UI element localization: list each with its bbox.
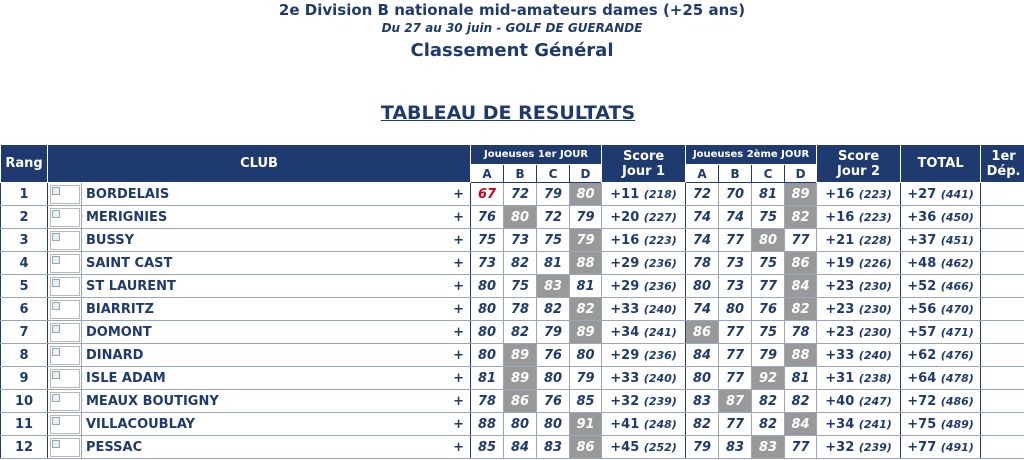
score-j1-cell: 83: [537, 436, 570, 459]
col-rang: Rang: [1, 145, 48, 183]
col-j2-d: D: [785, 165, 817, 183]
score-j2-cell: 75: [752, 252, 785, 275]
score-j1-cell: 88: [471, 413, 504, 436]
table-row: [1, 252, 1024, 275]
expand-button[interactable]: +: [388, 229, 471, 252]
depart-cell: [981, 321, 1024, 344]
club-logo-icon: [50, 300, 80, 319]
score-jour2: +31 (238): [817, 367, 901, 390]
table-row: [1, 206, 1024, 229]
table-row: [1, 275, 1024, 298]
total-score: +36 (450): [901, 206, 981, 229]
score-j2-cell: 80: [752, 229, 785, 252]
score-j2-cell: 74: [686, 229, 719, 252]
rank-cell: 11: [1, 413, 48, 436]
depart-cell: [981, 275, 1024, 298]
col-j1-a: A: [471, 165, 504, 183]
score-j1-cell: 79: [537, 321, 570, 344]
score-j2-cell: 82: [752, 390, 785, 413]
score-j2-cell: 80: [686, 367, 719, 390]
depart-cell: [981, 252, 1024, 275]
club-logo-icon: [50, 346, 80, 365]
score-jour2: +23 (230): [817, 321, 901, 344]
expand-button[interactable]: +: [388, 298, 471, 321]
col-joueuses-jour1: Joueuses 1er JOUR: [471, 145, 602, 165]
score-jour2: +23 (230): [817, 298, 901, 321]
score-jour1: +29 (236): [602, 252, 686, 275]
total-score: +62 (476): [901, 344, 981, 367]
rank-cell: 7: [1, 321, 48, 344]
club-logo-icon: [50, 415, 80, 434]
rank-cell: 3: [1, 229, 48, 252]
score-j2-cell: 82: [752, 413, 785, 436]
score-jour2: +16 (223): [817, 183, 901, 206]
score-j2-cell: 77: [719, 229, 752, 252]
total-score: +37 (451): [901, 229, 981, 252]
expand-button[interactable]: +: [388, 275, 471, 298]
total-score: +56 (470): [901, 298, 981, 321]
score-j1-cell: 80: [537, 413, 570, 436]
total-score: +72 (486): [901, 390, 981, 413]
score-j1-cell: 79: [537, 183, 570, 206]
club-logo-icon: [50, 277, 80, 296]
score-j1-cell: 91: [570, 413, 602, 436]
score-jour1: +34 (241): [602, 321, 686, 344]
club-name: ST LAURENT: [82, 275, 388, 298]
depart-cell: [981, 367, 1024, 390]
score-jour1: +41 (248): [602, 413, 686, 436]
score-j2-cell: 78: [785, 321, 817, 344]
score-jour2: +19 (226): [817, 252, 901, 275]
col-depart: 1er Dép.: [981, 145, 1024, 183]
col-j1-d: D: [570, 165, 602, 183]
expand-button[interactable]: +: [388, 344, 471, 367]
score-jour1: +20 (227): [602, 206, 686, 229]
score-j2-cell: 78: [686, 252, 719, 275]
col-score-jour1: Score Jour 1: [602, 145, 686, 183]
score-j2-cell: 83: [719, 436, 752, 459]
club-name: DINARD: [82, 344, 388, 367]
score-j1-cell: 82: [504, 252, 537, 275]
score-j2-cell: 83: [752, 436, 785, 459]
table-row: [1, 344, 1024, 367]
score-j2-cell: 79: [752, 344, 785, 367]
club-name: BUSSY: [82, 229, 388, 252]
results-table: [0, 144, 1024, 459]
score-j1-cell: 82: [537, 298, 570, 321]
score-j1-cell: 78: [504, 298, 537, 321]
score-j1-cell: 89: [504, 344, 537, 367]
score-j1-cell: 76: [537, 344, 570, 367]
col-club: CLUB: [48, 145, 471, 183]
expand-button[interactable]: +: [388, 413, 471, 436]
score-j1-cell: 79: [570, 229, 602, 252]
depart-cell: [981, 436, 1024, 459]
score-j1-cell: 79: [570, 367, 602, 390]
score-j2-cell: 92: [752, 367, 785, 390]
score-jour1: +16 (223): [602, 229, 686, 252]
score-j1-cell: 88: [570, 252, 602, 275]
score-j1-cell: 80: [471, 275, 504, 298]
score-j2-cell: 80: [719, 298, 752, 321]
score-jour2: +33 (240): [817, 344, 901, 367]
table-row: [1, 436, 1024, 459]
club-logo-cell: [48, 252, 82, 275]
club-logo-cell: [48, 321, 82, 344]
club-logo-icon: [50, 323, 80, 342]
table-row: [1, 229, 1024, 252]
score-j2-cell: 86: [686, 321, 719, 344]
score-j1-cell: 85: [471, 436, 504, 459]
score-j1-cell: 75: [504, 275, 537, 298]
total-score: +48 (462): [901, 252, 981, 275]
club-name: ISLE ADAM: [82, 367, 388, 390]
score-j1-cell: 72: [537, 206, 570, 229]
club-logo-cell: [48, 436, 82, 459]
score-j2-cell: 80: [686, 275, 719, 298]
depart-cell: [981, 298, 1024, 321]
score-j1-cell: 81: [570, 275, 602, 298]
score-j2-cell: 74: [719, 206, 752, 229]
score-j1-cell: 89: [504, 367, 537, 390]
score-j2-cell: 89: [785, 183, 817, 206]
table-row: [1, 413, 1024, 436]
score-jour2: +21 (228): [817, 229, 901, 252]
expand-button[interactable]: +: [388, 183, 471, 206]
score-j1-cell: 80: [471, 344, 504, 367]
score-j2-cell: 81: [785, 367, 817, 390]
score-j1-cell: 80: [570, 183, 602, 206]
total-score: +27 (441): [901, 183, 981, 206]
col-total: TOTAL: [901, 145, 981, 183]
score-j1-cell: 75: [471, 229, 504, 252]
col-j1-c: C: [537, 165, 570, 183]
score-j2-cell: 81: [752, 183, 785, 206]
club-name: DOMONT: [82, 321, 388, 344]
club-name: MEAUX BOUTIGNY: [82, 390, 388, 413]
total-score: +77 (491): [901, 436, 981, 459]
rank-cell: 6: [1, 298, 48, 321]
score-j1-cell: 73: [471, 252, 504, 275]
score-j2-cell: 82: [686, 413, 719, 436]
club-logo-icon: [50, 185, 80, 204]
total-score: +57 (471): [901, 321, 981, 344]
depart-cell: [981, 344, 1024, 367]
table-row: [1, 298, 1024, 321]
score-j1-cell: 85: [570, 390, 602, 413]
club-logo-cell: [48, 229, 82, 252]
club-logo-cell: [48, 390, 82, 413]
expand-button[interactable]: +: [388, 390, 471, 413]
score-j2-cell: 79: [686, 436, 719, 459]
score-j2-cell: 77: [719, 367, 752, 390]
score-j1-cell: 80: [471, 321, 504, 344]
expand-button[interactable]: +: [388, 367, 471, 390]
club-logo-icon: [50, 438, 80, 457]
score-j2-cell: 84: [686, 344, 719, 367]
score-j2-cell: 88: [785, 344, 817, 367]
score-j1-cell: 86: [570, 436, 602, 459]
score-jour1: +33 (240): [602, 298, 686, 321]
club-name: SAINT CAST: [82, 252, 388, 275]
score-j1-cell: 80: [471, 298, 504, 321]
club-logo-cell: [48, 298, 82, 321]
score-j1-cell: 80: [504, 413, 537, 436]
score-jour2: +23 (230): [817, 275, 901, 298]
score-j1-cell: 81: [471, 367, 504, 390]
score-j2-cell: 74: [686, 206, 719, 229]
club-name: VILLACOUBLAY: [82, 413, 388, 436]
score-j2-cell: 73: [719, 275, 752, 298]
score-jour1: +32 (239): [602, 390, 686, 413]
score-j2-cell: 73: [719, 252, 752, 275]
col-j2-c: C: [752, 165, 785, 183]
score-jour1: +45 (252): [602, 436, 686, 459]
competition-dates: Du 27 au 30 juin - GOLF DE GUERANDE: [381, 21, 643, 35]
club-logo-icon: [50, 254, 80, 273]
score-j2-cell: 70: [719, 183, 752, 206]
club-logo-icon: [50, 369, 80, 388]
depart-cell: [981, 413, 1024, 436]
club-logo-icon: [50, 231, 80, 250]
score-j2-cell: 74: [686, 298, 719, 321]
total-score: +64 (478): [901, 367, 981, 390]
club-logo-icon: [50, 208, 80, 227]
expand-button[interactable]: +: [388, 252, 471, 275]
score-jour1: +33 (240): [602, 367, 686, 390]
score-j2-cell: 87: [719, 390, 752, 413]
score-j2-cell: 76: [752, 298, 785, 321]
score-j1-cell: 84: [504, 436, 537, 459]
score-jour2: +40 (247): [817, 390, 901, 413]
table-row: [1, 321, 1024, 344]
score-j2-cell: 77: [785, 229, 817, 252]
score-j1-cell: 75: [537, 229, 570, 252]
club-logo-cell: [48, 275, 82, 298]
score-j2-cell: 82: [785, 298, 817, 321]
rank-cell: 8: [1, 344, 48, 367]
score-j2-cell: 77: [719, 321, 752, 344]
col-joueuses-jour2: Joueuses 2ème JOUR: [686, 145, 817, 165]
score-j2-cell: 84: [785, 275, 817, 298]
club-name: BIARRITZ: [82, 298, 388, 321]
depart-cell: [981, 390, 1024, 413]
club-name: BORDELAIS: [82, 183, 388, 206]
score-j2-cell: 86: [785, 252, 817, 275]
club-logo-icon: [50, 392, 80, 411]
rank-cell: 12: [1, 436, 48, 459]
club-logo-cell: [48, 413, 82, 436]
score-j2-cell: 82: [785, 390, 817, 413]
club-logo-cell: [48, 183, 82, 206]
score-j2-cell: 77: [719, 344, 752, 367]
score-j1-cell: 89: [570, 321, 602, 344]
score-j1-cell: 86: [504, 390, 537, 413]
rank-cell: 9: [1, 367, 48, 390]
score-j1-cell: 79: [570, 206, 602, 229]
depart-cell: [981, 206, 1024, 229]
rank-cell: 4: [1, 252, 48, 275]
score-j1-cell: 76: [537, 390, 570, 413]
score-jour2: +16 (223): [817, 206, 901, 229]
club-logo-cell: [48, 206, 82, 229]
rank-cell: 10: [1, 390, 48, 413]
col-j2-b: B: [719, 165, 752, 183]
score-j2-cell: 75: [752, 206, 785, 229]
club-name: MERIGNIES: [82, 206, 388, 229]
expand-button[interactable]: +: [388, 321, 471, 344]
table-row: [1, 183, 1024, 206]
score-jour1: +29 (236): [602, 344, 686, 367]
club-name: PESSAC: [82, 436, 388, 459]
table-row: [1, 367, 1024, 390]
rank-cell: 2: [1, 206, 48, 229]
score-j2-cell: 72: [686, 183, 719, 206]
ranking-heading: Classement Général: [410, 40, 614, 61]
results-table-title: TABLEAU DE RESULTATS: [380, 102, 636, 124]
score-j2-cell: 77: [719, 413, 752, 436]
score-jour2: +32 (239): [817, 436, 901, 459]
score-j2-cell: 83: [686, 390, 719, 413]
expand-button[interactable]: +: [388, 436, 471, 459]
score-jour1: +29 (236): [602, 275, 686, 298]
depart-cell: [981, 183, 1024, 206]
score-j1-cell: 80: [570, 344, 602, 367]
score-j2-cell: 77: [785, 436, 817, 459]
col-score-jour2: Score Jour 2: [817, 145, 901, 183]
score-j1-cell: 67: [471, 183, 504, 206]
score-j1-cell: 82: [570, 298, 602, 321]
expand-button[interactable]: +: [388, 206, 471, 229]
score-j1-cell: 80: [537, 367, 570, 390]
score-j1-cell: 81: [537, 252, 570, 275]
score-j2-cell: 77: [752, 275, 785, 298]
rank-cell: 5: [1, 275, 48, 298]
score-j1-cell: 83: [537, 275, 570, 298]
score-j1-cell: 73: [504, 229, 537, 252]
club-logo-cell: [48, 367, 82, 390]
score-j2-cell: 75: [752, 321, 785, 344]
total-score: +52 (466): [901, 275, 981, 298]
depart-cell: [981, 229, 1024, 252]
score-j2-cell: 82: [785, 206, 817, 229]
score-j1-cell: 82: [504, 321, 537, 344]
score-j1-cell: 76: [471, 206, 504, 229]
total-score: +75 (489): [901, 413, 981, 436]
score-j1-cell: 80: [504, 206, 537, 229]
score-j2-cell: 84: [785, 413, 817, 436]
col-j1-b: B: [504, 165, 537, 183]
rank-cell: 1: [1, 183, 48, 206]
col-j2-a: A: [686, 165, 719, 183]
table-row: [1, 390, 1024, 413]
score-jour1: +11 (218): [602, 183, 686, 206]
score-jour2: +34 (241): [817, 413, 901, 436]
score-j1-cell: 72: [504, 183, 537, 206]
score-j1-cell: 78: [471, 390, 504, 413]
club-logo-cell: [48, 344, 82, 367]
competition-title: 2e Division B nationale mid-amateurs dames (+25 ans): [278, 1, 746, 19]
